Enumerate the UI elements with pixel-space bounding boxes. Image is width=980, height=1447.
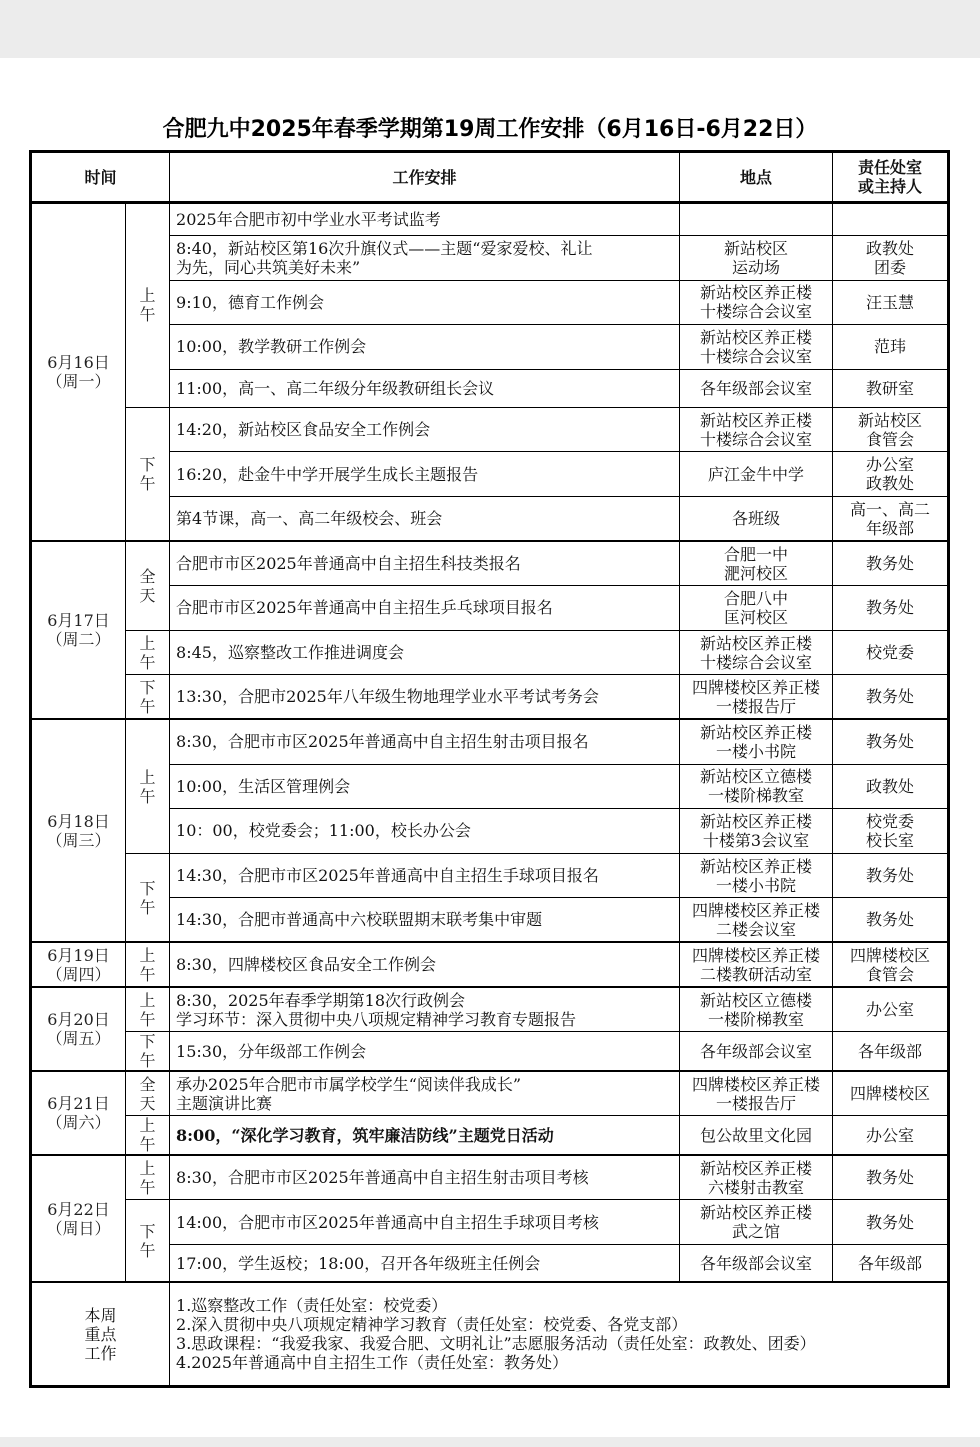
task-line: 为先，同心共筑美好未来” [176, 257, 361, 277]
location-line: 新站校区养正楼 [700, 811, 813, 831]
schedule-row [31, 1155, 949, 1200]
responsible-cell [833, 764, 949, 809]
task-cell [170, 1032, 680, 1072]
location-line: 十楼综合会议室 [700, 652, 813, 672]
responsible-line: 教务处 [866, 687, 915, 707]
responsible-cell [833, 407, 949, 452]
location-cell [680, 809, 833, 854]
schedule-row [31, 853, 949, 898]
day-weekday: （周五） [46, 1029, 111, 1049]
responsible-line: 办公室 [866, 1000, 915, 1020]
period-cell: 上午 [126, 719, 170, 853]
responsible-cell [833, 280, 949, 325]
responsible-line: 教务处 [866, 910, 915, 930]
responsible-line: 教务处 [866, 1212, 915, 1232]
page-title: 合肥九中2025年春季学期第19周工作安排（6月16日-6月22日） [162, 117, 818, 142]
period-cell: 上午 [126, 987, 170, 1032]
weekly-focus-row [31, 1282, 949, 1386]
task-cell [170, 369, 680, 407]
schedule-table [29, 150, 950, 1388]
schedule-row [31, 203, 949, 236]
task-line: 14:30，合肥市普通高中六校联盟期末联考集中审题 [176, 910, 543, 930]
responsible-line: 校长室 [866, 830, 915, 850]
responsible-line: 教务处 [866, 598, 915, 618]
task-line: 8:30，合肥市市区2025年普通高中自主招生射击项目报名 [176, 732, 589, 752]
task-cell [170, 496, 680, 541]
task-line: 8:45，巡察整改工作推进调度会 [176, 643, 404, 663]
schedule-row [31, 407, 949, 452]
responsible-line: 教研室 [866, 378, 915, 398]
period-cell: 上午 [126, 1116, 170, 1156]
responsible-line: 各年级部 [858, 1253, 923, 1273]
schedule-row [31, 1071, 949, 1116]
location-cell [680, 496, 833, 541]
day-cell [31, 987, 126, 1071]
location-line: 一楼报告厅 [716, 1093, 797, 1113]
task-line: 13:30，合肥市2025年八年级生物地理学业水平考试考务会 [176, 687, 599, 707]
location-line: 新站校区养正楼 [700, 722, 813, 742]
focus-item: 1.巡察整改工作（责任处室：校党委） [176, 1296, 448, 1316]
location-line: 十楼综合会议室 [700, 429, 813, 449]
location-cell [680, 1116, 833, 1156]
task-line: 8:00，“深化学习教育，筑牢廉洁防线”主题党日活动 [176, 1125, 554, 1145]
task-cell [170, 452, 680, 497]
responsible-line: 食管会 [866, 964, 915, 984]
location-cell [680, 675, 833, 720]
responsible-line: 范玮 [874, 337, 907, 357]
location-line: 新站校区立德楼 [700, 767, 813, 787]
responsible-cell [833, 1032, 949, 1072]
task-cell [170, 675, 680, 720]
task-cell [170, 853, 680, 898]
task-line: 10：00，校党委会；11:00，校长办公会 [176, 821, 471, 841]
location-line: 合肥一中 [724, 544, 789, 564]
header-responsible-line2: 或主持人 [858, 177, 923, 196]
schedule-row [31, 541, 949, 586]
responsible-cell [833, 1116, 949, 1156]
location-cell [680, 236, 833, 281]
task-line: 合肥市市区2025年普通高中自主招生科技类报名 [176, 554, 521, 574]
location-cell [680, 719, 833, 764]
task-line: 16:20，赴金牛中学开展学生成长主题报告 [176, 464, 479, 484]
location-line: 十楼第3会议室 [702, 830, 810, 850]
focus-item: 4.2025年普通高中自主招生工作（责任处室：教务处） [176, 1353, 569, 1373]
focus-label-line: 重点 [84, 1324, 117, 1344]
location-line: 新站校区养正楼 [700, 856, 813, 876]
day-date: 6月21日 [47, 1094, 110, 1114]
task-line: 8:30，合肥市市区2025年普通高中自主招生射击项目考核 [176, 1168, 589, 1188]
location-cell [680, 452, 833, 497]
day-date: 6月20日 [47, 1010, 110, 1030]
responsible-cell [833, 369, 949, 407]
location-line: 十楼综合会议室 [700, 346, 813, 366]
location-cell [680, 942, 833, 987]
task-cell [170, 630, 680, 675]
period-cell: 上午 [126, 630, 170, 675]
location-line: 新站校区养正楼 [700, 1203, 813, 1223]
day-date: 6月19日 [47, 945, 110, 965]
task-cell [170, 203, 680, 236]
location-line: 新站校区养正楼 [700, 283, 813, 303]
day-cell [31, 1155, 126, 1282]
task-cell [170, 1200, 680, 1245]
location-line: 六楼射击教室 [708, 1177, 805, 1197]
responsible-line: 汪玉慧 [866, 292, 915, 312]
location-line: 二楼教研活动室 [700, 964, 813, 984]
task-cell [170, 764, 680, 809]
responsible-line: 政教处 [866, 238, 915, 258]
responsible-line: 四牌楼校区 [850, 945, 931, 965]
location-line: 新站校区养正楼 [700, 327, 813, 347]
location-cell [680, 325, 833, 370]
period-cell: 下午 [126, 407, 170, 541]
task-cell [170, 987, 680, 1032]
location-cell [680, 541, 833, 586]
responsible-line: 高一、高二 [850, 499, 931, 519]
location-line: 新站校区养正楼 [700, 1158, 813, 1178]
day-weekday: （周四） [46, 964, 111, 984]
header-responsible-line1: 责任处室 [858, 158, 923, 177]
location-line: 一楼报告厅 [716, 696, 797, 716]
location-line: 运动场 [732, 257, 781, 277]
task-line: 第4节课，高一、高二年级校会、班会 [176, 509, 443, 529]
location-line: 一楼阶梯教室 [708, 1009, 805, 1029]
task-line: 主题演讲比赛 [176, 1093, 273, 1113]
schedule-row [31, 1032, 949, 1072]
responsible-cell [833, 1244, 949, 1282]
responsible-cell [833, 675, 949, 720]
task-line: 承办2025年合肥市市属学校学生“阅读伴我成长” [176, 1074, 522, 1094]
header-time: 时间 [31, 152, 170, 203]
day-cell [31, 942, 126, 987]
responsible-line: 政教处 [866, 776, 915, 796]
task-line: 14:20，新站校区食品安全工作例会 [176, 420, 431, 440]
responsible-cell [833, 236, 949, 281]
day-date: 6月22日 [47, 1199, 110, 1219]
day-date: 6月16日 [47, 353, 110, 373]
responsible-cell [833, 719, 949, 764]
day-weekday: （周日） [46, 1218, 111, 1238]
responsible-cell [833, 853, 949, 898]
location-line: 二楼会议室 [716, 919, 797, 939]
task-cell [170, 407, 680, 452]
location-cell [680, 853, 833, 898]
task-cell [170, 236, 680, 281]
location-line: 各年级部会议室 [700, 1253, 813, 1273]
header-task: 工作安排 [170, 152, 680, 203]
responsible-line: 校党委 [866, 811, 915, 831]
location-line: 一楼阶梯教室 [708, 786, 805, 806]
location-line: 新站校区 [724, 238, 789, 258]
responsible-cell [833, 987, 949, 1032]
schedule-row [31, 942, 949, 987]
responsible-line: 办公室 [866, 455, 915, 475]
focus-label-line: 工作 [84, 1343, 117, 1363]
task-cell [170, 898, 680, 943]
responsible-line: 团委 [874, 257, 907, 277]
focus-label-line: 本周 [84, 1305, 117, 1325]
location-line: 新站校区立德楼 [700, 990, 813, 1010]
location-cell [680, 987, 833, 1032]
task-line: 2025年合肥市初中学业水平考试监考 [176, 210, 441, 229]
responsible-cell [833, 1200, 949, 1245]
day-cell [31, 1071, 126, 1155]
location-cell [680, 1071, 833, 1116]
location-line: 淝河校区 [724, 563, 789, 583]
responsible-line: 办公室 [866, 1125, 915, 1145]
weekly-focus-list [170, 1282, 949, 1386]
responsible-line: 教务处 [866, 732, 915, 752]
task-cell [170, 1155, 680, 1200]
focus-item: 3.思政课程：“我爱我家、我爱合肥、文明礼让”志愿服务活动（责任处室：政教处、团委） [176, 1334, 816, 1354]
location-line: 包公故里文化园 [700, 1125, 813, 1145]
viewer-top-bar [0, 0, 980, 58]
schedule-row [31, 1116, 949, 1156]
responsible-line: 食管会 [866, 429, 915, 449]
location-line: 武之馆 [732, 1222, 781, 1242]
task-line: 9:10，德育工作例会 [176, 292, 324, 312]
location-line: 匡河校区 [724, 607, 789, 627]
weekly-focus-label [31, 1282, 170, 1386]
day-cell [31, 541, 126, 719]
responsible-cell [833, 1071, 949, 1116]
task-line: 学习环节：深入贯彻中央八项规定精神学习教育专题报告 [176, 1009, 577, 1029]
location-cell [680, 1032, 833, 1072]
period-cell: 上午 [126, 203, 170, 408]
header-location: 地点 [680, 152, 833, 203]
location-line: 新站校区养正楼 [700, 410, 813, 430]
task-cell [170, 809, 680, 854]
task-cell [170, 1116, 680, 1156]
focus-item: 2.深入贯彻中央八项规定精神学习教育（责任处室：校党委、各党支部） [176, 1315, 688, 1335]
task-cell [170, 1244, 680, 1282]
period-cell: 下午 [126, 1032, 170, 1072]
location-line: 各年级部会议室 [700, 378, 813, 398]
responsible-cell [833, 586, 949, 631]
responsible-line: 政教处 [866, 474, 915, 494]
responsible-cell [833, 630, 949, 675]
schedule-row [31, 630, 949, 675]
day-weekday: （周二） [46, 630, 111, 650]
location-cell [680, 203, 833, 236]
location-line: 新站校区养正楼 [700, 633, 813, 653]
task-line: 8:40，新站校区第16次升旗仪式——主题“爱家爱校、礼让 [176, 238, 593, 258]
location-cell [680, 586, 833, 631]
location-cell [680, 369, 833, 407]
task-line: 11:00，高一、高二年级分年级教研组长会议 [176, 378, 495, 398]
period-cell: 全天 [126, 541, 170, 630]
responsible-line: 校党委 [866, 643, 915, 663]
location-cell [680, 1244, 833, 1282]
task-line: 10:00，教学教研工作例会 [176, 337, 367, 357]
location-cell [680, 630, 833, 675]
period-cell: 上午 [126, 1155, 170, 1200]
task-cell [170, 1071, 680, 1116]
location-line: 合肥八中 [724, 588, 789, 608]
responsible-line: 各年级部 [858, 1041, 923, 1061]
day-cell [31, 719, 126, 942]
task-cell [170, 586, 680, 631]
period-cell: 下午 [126, 1200, 170, 1283]
responsible-line: 教务处 [866, 554, 915, 574]
period-cell: 下午 [126, 675, 170, 720]
day-cell [31, 203, 126, 542]
responsible-line: 新站校区 [858, 410, 923, 430]
location-cell [680, 1155, 833, 1200]
task-cell [170, 719, 680, 764]
day-weekday: （周一） [46, 372, 111, 392]
location-cell [680, 1200, 833, 1245]
responsible-cell [833, 496, 949, 541]
location-line: 四牌楼校区养正楼 [692, 677, 821, 697]
location-line: 各班级 [732, 509, 781, 529]
location-cell [680, 764, 833, 809]
schedule-row [31, 987, 949, 1032]
responsible-line: 年级部 [866, 518, 915, 538]
responsible-line: 教务处 [866, 1168, 915, 1188]
location-cell [680, 280, 833, 325]
responsible-line: 教务处 [866, 866, 915, 886]
task-line: 10:00，生活区管理例会 [176, 776, 351, 796]
period-cell: 全天 [126, 1071, 170, 1116]
task-line: 合肥市市区2025年普通高中自主招生乒乓球项目报名 [176, 598, 553, 618]
day-date: 6月18日 [47, 811, 110, 831]
location-line: 四牌楼校区养正楼 [692, 1074, 821, 1094]
day-date: 6月17日 [47, 611, 110, 631]
location-line: 四牌楼校区养正楼 [692, 900, 821, 920]
task-line: 14:30，合肥市市区2025年普通高中自主招生手球项目报名 [176, 866, 599, 886]
task-line: 15:30，分年级部工作例会 [176, 1041, 367, 1061]
responsible-cell [833, 809, 949, 854]
responsible-cell [833, 1155, 949, 1200]
task-cell [170, 942, 680, 987]
task-line: 17:00，学生返校；18:00，召开各年级班主任例会 [176, 1253, 541, 1273]
viewer-bottom-bar [0, 1437, 980, 1447]
schedule-row [31, 719, 949, 764]
schedule-body [31, 203, 949, 1283]
header-row [31, 152, 949, 203]
responsible-line: 四牌楼校区 [850, 1084, 931, 1104]
responsible-cell [833, 325, 949, 370]
location-line: 四牌楼校区养正楼 [692, 945, 821, 965]
location-line: 庐江金牛中学 [708, 464, 805, 484]
location-cell [680, 407, 833, 452]
day-weekday: （周三） [46, 830, 111, 850]
responsible-cell [833, 942, 949, 987]
task-cell [170, 280, 680, 325]
location-line: 十楼综合会议室 [700, 302, 813, 322]
location-line: 一楼小书院 [716, 741, 797, 761]
responsible-cell [833, 541, 949, 586]
schedule-row [31, 675, 949, 720]
period-cell: 下午 [126, 853, 170, 942]
task-cell [170, 325, 680, 370]
responsible-cell [833, 452, 949, 497]
task-line: 14:00，合肥市市区2025年普通高中自主招生手球项目考核 [176, 1212, 599, 1232]
location-line: 一楼小书院 [716, 875, 797, 895]
day-weekday: （周六） [46, 1113, 111, 1133]
location-line: 各年级部会议室 [700, 1041, 813, 1061]
task-cell [170, 541, 680, 586]
responsible-cell [833, 898, 949, 943]
responsible-cell [833, 203, 949, 236]
schedule-row [31, 1200, 949, 1245]
header-responsible [833, 152, 949, 203]
location-cell [680, 898, 833, 943]
task-line: 8:30，四牌楼校区食品安全工作例会 [176, 955, 436, 975]
period-cell: 上午 [126, 942, 170, 987]
task-line: 8:30，2025年春季学期第18次行政例会 [176, 990, 466, 1010]
